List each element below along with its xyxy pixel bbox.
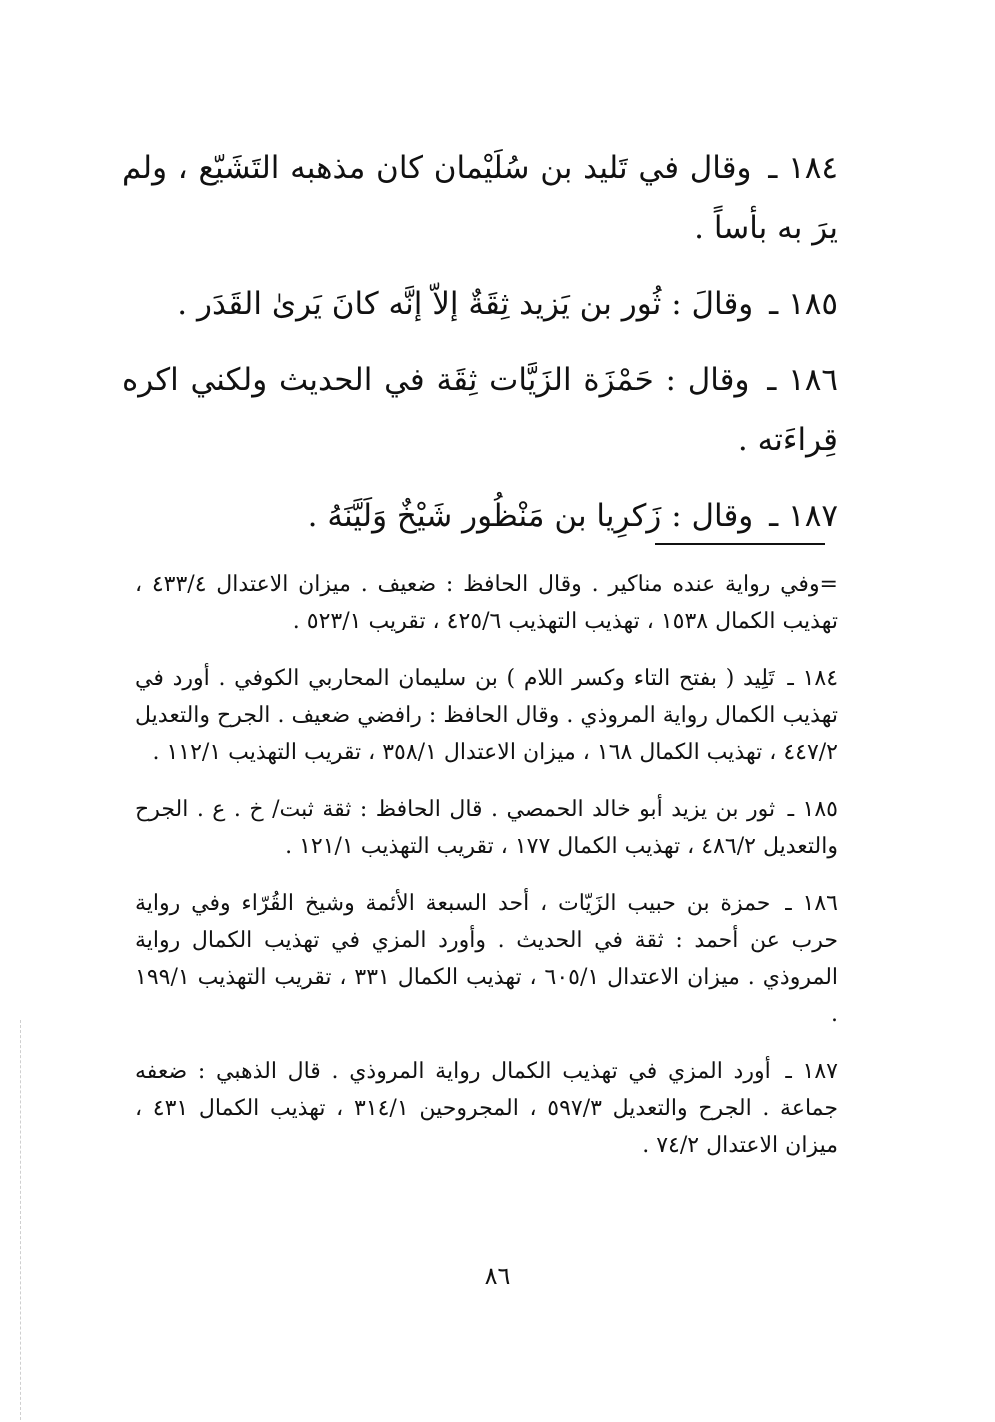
page-number: ٨٦ [484,1262,511,1290]
entry-number: ١٨٦ ـ [767,362,839,398]
footnotes [135,566,838,1184]
footnote-number: ١٨٧ ـ [785,1059,838,1084]
entry-text: وقال : حَمْزَة الزَيَّات ثِقَة في الحديث ولكني اكره قِراءَته . [122,362,838,458]
footnote-divider [655,543,825,545]
footnote-text: =وفي رواية عنده مناكير . وقال الحافظ : ضعيف . ميزان الاعتدال ٤٣٣/٤ ، تهذيب الكمال ١٥٣٨ ، تهذيب التهذيب ٤٢٥/٦ ، تقريب ٥٢٣/١ . [135,572,838,634]
footnote-text: أورد المزي في تهذيب الكمال رواية المروذي . قال الذهبي : ضعفه جماعة . الجرح والتعديل ٥٩٧/٣ ، المجروحين ٣١٤/١ ، تهذيب الكمال ٤٣١ ، ميزان الاعتدال ٧٤/٢ . [135,1059,838,1158]
footnote-text: تَلِيد ( بفتح التاء وكسر اللام ) بن سليمان المحاربي الكوفي . أورد في تهذيب الكمال رواية المروذي . وقال الحافظ : رافضي ضعيف . الجرح والتعديل ٤٤٧/٢ ، تهذيب الكمال ١٦٨ ، ميزان الاعتدال ٣٥٨/١ ، تقريب التهذيب ١١٢/١ . [135,666,838,765]
entry-text: وقال في تَليد بن سُلَيْمان كان مذهبه التَشَيّع ، ولم يرَ به بأساً . [122,150,838,246]
footnote-187 [135,1053,838,1164]
footnote-number: ١٨٦ ـ [785,891,838,916]
entry-186 [122,350,838,470]
entry-number: ١٨٤ ـ [768,150,839,186]
entry-text: وقال : زَكرِيا بن مَنْظُور شَيْخٌ وَلَيَّنَهُ . [307,498,754,534]
entry-number: ١٨٧ ـ [769,498,838,534]
footnote-185 [135,791,838,865]
footnote-number: ١٨٥ ـ [787,797,838,822]
footnote-number: ١٨٤ ـ [787,666,839,691]
footnote-186 [135,885,838,1033]
footnote-continuation [135,566,838,640]
main-text [122,138,838,546]
scan-edge-mark [20,1020,21,1420]
entry-187 [122,486,838,546]
entry-number: ١٨٥ ـ [769,286,838,322]
footnote-text: حمزة بن حبيب الزَيّات ، أحد السبعة الأئمة وشيخ القُرّاء وفي رواية حرب عن أحمد : ثقة في الحديث . وأورد المزي في تهذيب الكمال رواية المروذي . ميزان الاعتدال ٦٠٥/١ ، تهذيب الكمال ٣٣١ ، تقريب التهذيب ١٩٩/١ . [135,891,839,1027]
footnote-text: ثور بن يزيد أبو خالد الحمصي . قال الحافظ : ثقة ثبت/ خ . ع . الجرح والتعديل ٤٨٦/٢ ، تهذيب الكمال ١٧٧ ، تقريب التهذيب ١٢١/١ . [135,797,838,859]
footnote-184 [135,660,838,771]
entry-text: وقالَ : ثُور بن يَزيد ثِقَةٌ إلاّ إنَّه كانَ يَرىٰ القَدَر . [177,286,754,322]
entry-184 [122,138,838,258]
entry-185 [122,274,838,334]
